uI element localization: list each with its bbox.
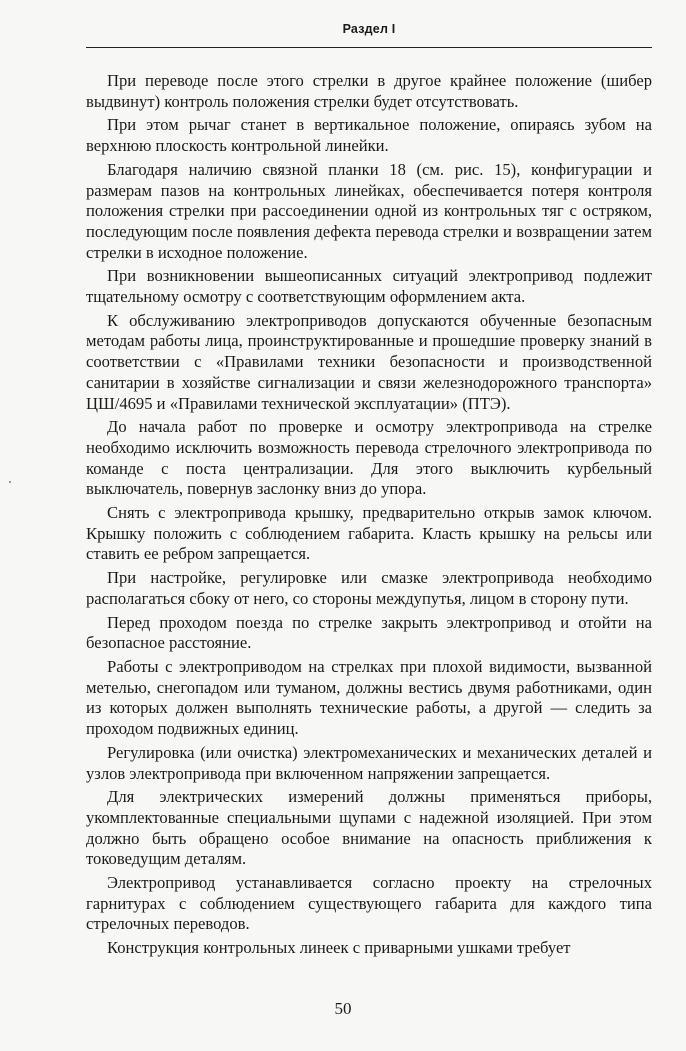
body-text [86,71,652,962]
paragraph: К обслуживанию электроприводов допускаются обученные безопасным методам работы лица, проинструктированные и прошедшие проверку знаний в соответствии с «Правилами техники безопасности и производственной санитарии в хозяйстве сигнализации и связи железнодорожного транспорта» ЦШ/4695 и «Правилами технической эксплуатации» (ПТЭ). [86,310,652,413]
paragraph: При настройке, регулировке или смазке электропривода необходимо располагаться сбоку от него, со стороны междупутья, лицом в сторону пути. [86,568,652,608]
paragraph: Благодаря наличию связной планки 18 (см. рис. 15), конфигурации и размерам пазов на контрольных линейках, обеспечивается потеря контроля положения стрелки при рассоединении одной из контрольных тяг с остряком, последующим после появления дефекта перевода стрелки и возвращении затем стрелки в исходное положение. [86,159,652,262]
running-head: Раздел I [342,22,396,36]
paragraph: Для электрических измерений должны применяться приборы, укомплектованные специальными щупами с надежной изоляцией. При этом должно быть обращено особое внимание на опасность приближения к токоведущим деталям. [86,787,652,869]
paragraph: Перед проходом поезда по стрелке закрыть электропривод и отойти на безопасное расстояние. [86,612,652,653]
page-number: 50 [334,999,352,1018]
paragraph: Снять с электропривода крышку, предварительно открыв замок ключом. Крышку положить с соблюдением габарита. Класть крышку на рельсы или ставить ее ребром запрещается. [86,503,652,564]
paragraph: Работы с электроприводом на стрелках при плохой видимости, вызванной метелью, снегопадом или туманом, должны вестись двумя работниками, один из которых должен выполнять технические работы, а другой — следить за проходом подвижных единиц. [86,656,652,739]
header-rule [86,47,652,48]
paragraph: Регулировка (или очистка) электромеханических и механических деталей и узлов электропривода при включенном напряжении запрещается. [86,742,652,783]
paragraph: При переводе после этого стрелки в другое крайнее положение (шибер выдвинут) контроль положения стрелки будет отсутствовать. [86,71,652,111]
paragraph: До начала работ по проверке и осмотру электропривода на стрелке необходимо исключить возможность перевода стрелочного электропривода по команде с поста централизации. Для этого выключить курбельный выключатель, повернув заслонку вниз до упора. [86,417,652,499]
paragraph: При возникновении вышеописанных ситуаций электропривод подлежит тщательному осмотру с соответствующим оформлением акта. [86,266,652,307]
paragraph: Конструкция контрольных линеек с приварными ушками требует [107,938,571,958]
paragraph: Электропривод устанавливается согласно проекту на стрелочных гарнитурах с соблюдением существующего габарита для каждого типа стрелочных переводов. [86,873,652,934]
scan-speck [9,481,11,483]
paragraph: При этом рычаг станет в вертикальное положение, опираясь зубом на верхнюю плоскость контрольной линейки. [86,115,652,156]
